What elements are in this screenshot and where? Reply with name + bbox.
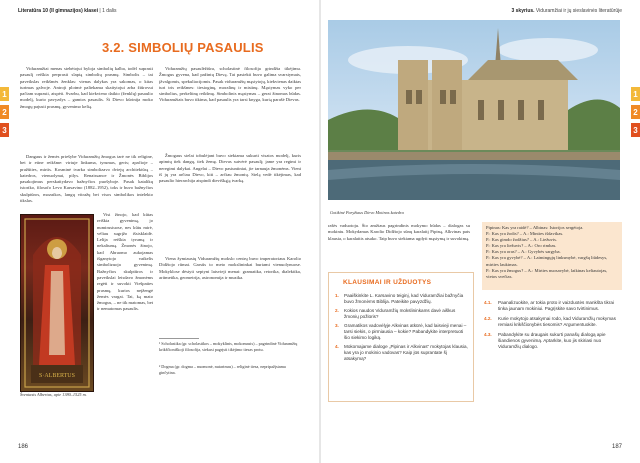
dialog-line: P.: Kas yra liežuvis? – A.: Oro rimbas. <box>486 243 557 249</box>
dialog-line: Pipinas: Kas yra raidė? – Albinas: Istorijos sergėtoja. <box>486 225 584 230</box>
body-text: Žmogaus sielai tobulėjant buvo siekiama sukurti visatos modelį, kuris apimtų tiek dangų, tiek žemę. Dievas sutvėrė pasaulį; jame yra regimi ir neregimi dalykai. Angelai – Dievo pasiuntiniai, jie tarnauja žmonėms. Vieni iš jų yra arčiau Dievo, kiti – arčiau žmonių. Sielą vedė tikėjimas, kad pasaulio hierarchija atspindi dieviškąją tvarką. <box>159 153 301 184</box>
list-item: 2. Kokios naudos Viduramžių mokslininkams davė aiškus žmonių požiūris? <box>335 308 456 319</box>
dialog-line: P.: Kas yra gyvybė? – A.: Laimingųjų linksmybė, vargšų liūdesys, mirties laukimas. <box>486 255 608 267</box>
body-text: Dangaus ir žemės priešybe Viduramžių žmogus tarė ne tik religine, bet ir etine reikšme: virtuje linkuma, tyrumas, geris; apačioje – pražūties, mirtis. Kosminė tvarka simbolizavo dviejų architektūrą – katedros, vienuolynai, pilys. Renaissance ir Žmonės Biblijos pasakojimus perskaitydavo bažnyčios puošyboje. Pasak katalikų istoriko, filosofo Levo Karsavino (1882–1952), toks ir buvo bažnyčios skulptūros, mozaikos, langų vitražų bei visos simbolikos intelekto tikslas. <box>20 154 153 204</box>
svg-text:S·ALBERTUS: S·ALBERTUS <box>39 373 75 379</box>
book-spine <box>319 0 321 463</box>
photo-caption: Gotikinė Paryžiaus Dievo Motinos katedra <box>330 210 404 215</box>
cathedral-photo <box>328 20 620 200</box>
questions-list <box>335 293 469 362</box>
body-text: rašės vaduotoju. Šio amžiaus pagrindinis mokymo būdas – dialogas su mokiniu. Mokydamas Karolio Didžiojo sūnų karalaitį Pipiną, Alkvinas pats klausia, o karalaitis atsako. Taip buvo siekiama ugdyti mąstymą ir suvokimą. <box>328 223 470 241</box>
chapter-tab-3[interactable]: 3 <box>0 123 9 137</box>
dialog-line: P.: Kas gimdo žodžius? – A.: Liežuvis. <box>486 237 558 243</box>
list-item: 4.1. Paanalizuokite, ar tokia proto ir vaizduotės mankšta tikrai tinka jaunam mokiniui. Pagrįskite savo tvirtinimus. <box>484 300 614 311</box>
chapter-tab-2-right[interactable]: 2 <box>631 105 640 119</box>
painting-caption: Šventasis Albertas, apie 1380–1525 m. <box>20 392 87 397</box>
saint-painting-image <box>20 214 94 392</box>
section-title: 3.2. SIMBOLIŲ PASAULIS <box>102 40 264 55</box>
questions-box <box>328 272 474 402</box>
chapter-tab-3-right[interactable]: 3 <box>631 123 640 137</box>
list-item: 3. Gramatikos vadovėlyje Alkvinas atkūrė, kad laisvieji menai – tarsi siekis, o pirmiausia – kokie? Pabandykite interpretuoti šio siekimo logiką. <box>335 323 467 340</box>
footnote-divider <box>159 338 199 339</box>
dialog-line: P.: Kas yra žodis? – A.: Minties išdavikas. <box>486 231 564 237</box>
chapter-tab-2[interactable]: 2 <box>0 105 9 119</box>
chapter-tab-1[interactable]: 1 <box>0 87 9 101</box>
dialog-line: P.: Kas yra oras? – A.: Gyvybės sargyba. <box>486 249 561 255</box>
body-text: Viena žymiausių Viduramžių mokslo centrų buvo imperatoriaus Karolio Didžiojo rūmai. Garsūs to meto mokslininkai buriami vienuolynuose. Mokyklose dėstyti septyni laisvieji menai: gramatika, retorika, dialektika, aritmetika, geometrija, astronomija ir muzika. <box>159 256 301 280</box>
body-text: Viduramžiai menas stebėtojui byloja simbolių kalba, todėl suprasti pasaulį reiškia perprasti slaptą simbolių prasmę. Simbolis – tai paveikslas reikšmės ženklas: vienas dalykas yra sakomas, o kitas turimas galvoje. Antroji plotmė paliekama skaitytojui arba žiūrovui pačiam suprasti, atspėti. Svarbu, kad kiekvieno daikto (ženklų) pasaulio modelį, kurio pavyzdys – gamtos pasaulis. Ši Dievo kūrinija moko žmogų pajusti prasmę, gyvenimo kelią. <box>20 66 153 109</box>
running-header-right: 3 skyrius. Viduramžiai ir jų sieslavinės literatūrūje <box>511 8 622 14</box>
running-header-left: Literatūra 10 (II gimnazijos) klasei | 1 dalis <box>18 8 117 14</box>
dialog-excerpt-box <box>482 222 622 290</box>
list-item: 4.2. Kurie mokytojo atsakymai rodo, kad Viduramžių mokymas remiasi krikščionybės tiesomis? Argumentuokite. <box>484 316 616 327</box>
dialog-line: P.: Kas yra žmogus? – A.: Mirties nuosavybė, laikinas keliautojas, vietos svečias. <box>486 267 608 279</box>
footnote: ² Dogma (gr. dogma – nuomonė, nutarimas) – religinė tiesa, nepripažįstama ginčytina. <box>159 364 286 375</box>
body-text: Viduramžių pasaulėžiūra, scholastinė filosofija grindžia tikėjimu. Žmogus gyvena, kad pažintų Dievą. Tai pasiekti buvo galima svarstymais, įžvalgomis, spekuliacijomis. Pasak viduramžių mąstytojų, kiekvienas daiktas turi tris reikšmes: tiesioginę, moralinę ir mistinę. Mąstymas vyko per simbolius, perkeltinę reikšmę. Simbolinis mąstymas – gerai žinomas būdas. Viduramžiais buvo tikima, kad pasaulis yra tarsi knyga, kurią parašė Dievas. <box>159 66 301 103</box>
chapter-tab-1-right[interactable]: 1 <box>631 87 640 101</box>
list-item: 4. Mokomajame dialoge „Pipinas ir Alkvinas“ mokytojas klausia, kas yra jo mokinio vadovas? Kaip jūs suprantate šį atsakymą? <box>335 344 468 361</box>
body-text: Visi žinojo, kad kūtas reiškia gyvenimą, jo numirusiuose, nes kūtu mirė, vėliau sugrįžo išsisklaidė. Lelija reiškia tyrumą ir nekaltumą. Žmonės žinojo, kad Abraomo aukojamas išganytojo vaikelis simbolizuoja gyvenimą. Bažnyčios skulptūros ir paveikslai leisdavo žmonėms regėti ir suvokti Viešpaties prasmę, kurios neįžengė žemės vargai. Tai, ką mato žmogus, – ne tik matomas, bet ir nematomas pasaulis. <box>97 212 153 312</box>
list-item: 4.3. Pabandykite su draugais sukurti panašų dialogą apie šiandienos gyvenimą. Aptarkite, kuo jis skiriasi nuo Viduramžių dialogo. <box>484 332 606 349</box>
questions-heading: KLAUSIMAI IR UŽDUOTYS <box>343 279 432 286</box>
list-item: 1. Paaiškinkite L. Karsavino teiginį, kad Viduramžiai bažnyčia buvo žmonėms Biblija. Pateikite pavyzdžių. <box>335 293 464 304</box>
page-number-left: 186 <box>18 444 29 450</box>
footnote: ¹ Scholastika (gr. scholastikos – mokyklinis, mokomasis) – pagrindinė Viduramžių krikščioniškoji filosofija, siekusi pagrįsti tikėjimo tiesas protu. <box>159 341 298 352</box>
page-number-right: 187 <box>611 444 622 450</box>
subtasks-list <box>484 300 620 350</box>
